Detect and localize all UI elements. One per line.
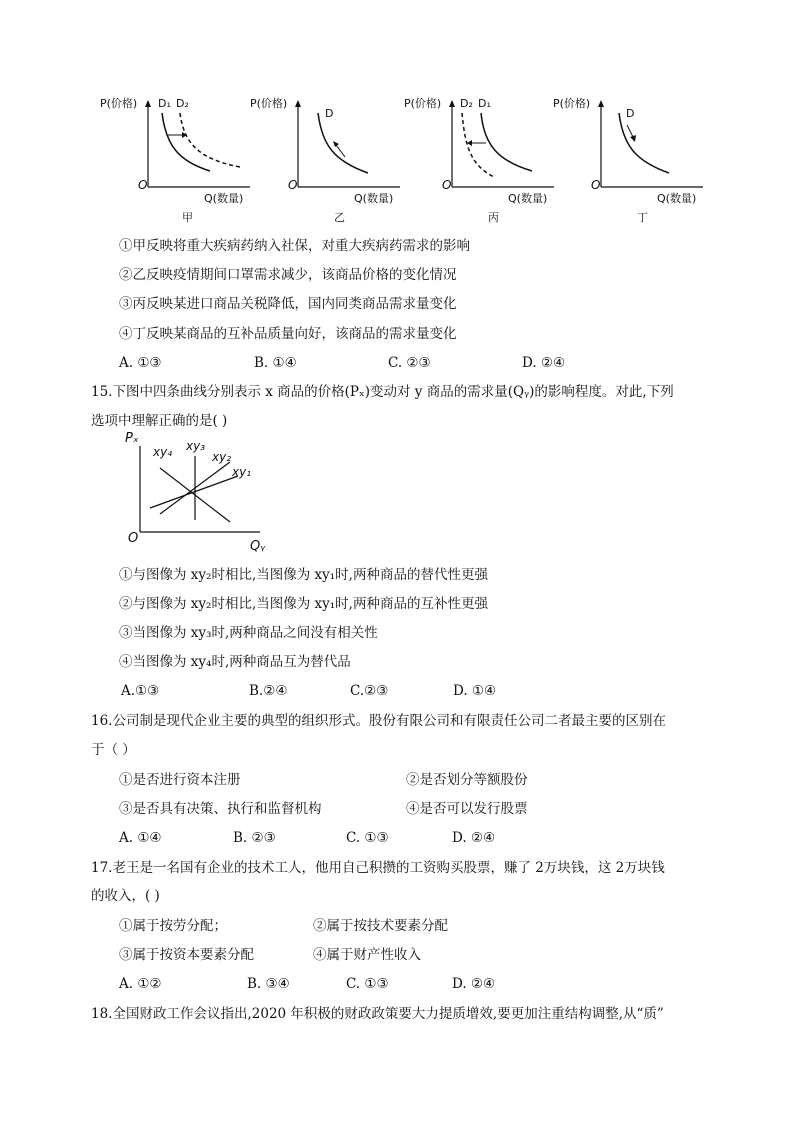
q15-statement-3: ③当图像为 xy₃时,两种商品之间没有相关性 [119,625,378,641]
q16-option-c[interactable]: C. ①③ [346,830,389,846]
q17-stem-line2: 的收入，( ) [91,888,160,904]
q14-option-c[interactable]: C. ②③ [388,355,431,371]
graph-yi-origin: O [288,178,298,192]
q14-option-a[interactable]: A. ①③ [119,355,162,371]
q15-stem-line2: 选项中理解正确的是( ) [91,413,228,429]
q15-option-c[interactable]: C.②③ [350,683,389,699]
q15-graph-x-label: Qᵧ [250,539,266,554]
q15-option-d[interactable]: D. ①④ [453,683,497,699]
q15-statement-1: ①与图像为 xy₂时相比,当图像为 xy₁时,两种商品的替代性更强 [119,567,488,583]
q15-label-xy3: xy₃ [186,439,206,453]
graph-yi-q-label: Q(数量) [354,192,394,205]
graph-ding-caption: 丁 [637,211,648,224]
graph-jia-q-label: Q(数量) [204,192,244,205]
q16-stem-line1: 16.公司制是现代企业主要的典型的组织形式。股份有限公司和有限责任公司二者最主要的区别在 [91,713,666,729]
q14-option-b[interactable]: B. ①④ [254,355,297,371]
q14-statement-4: ④丁反映某商品的互补品质量向好，该商品的需求量变化 [119,326,457,342]
q17-option-b[interactable]: B. ③④ [247,976,290,992]
graph-ding [553,95,703,225]
q17-statement-3: ③属于按资本要素分配 [119,947,254,963]
q15-graph-origin: O [128,531,139,546]
q14-statement-2: ②乙反映疫情期间口罩需求减少，该商品价格的变化情况 [119,267,457,283]
graph-yi-d-curve [318,113,368,173]
q16-option-b[interactable]: B. ②③ [233,830,276,846]
graph-jia-d1-label: D₁ [158,97,171,110]
graph-bing-d1-label: D₁ [478,97,491,110]
graph-jia-d2-label: D₂ [176,97,189,110]
graph-jia-origin: O [138,178,148,192]
q17-option-a[interactable]: A. ①② [119,976,162,992]
graph-jia-d2-curve [180,113,240,167]
q14-option-d[interactable]: D. ②④ [522,355,566,371]
q15-graph [120,428,280,558]
q15-label-xy4: xy₄ [153,445,173,459]
graph-yi-caption: 乙 [334,211,345,224]
q15-option-b[interactable]: B.②④ [249,683,288,699]
graph-ding-d-curve [619,113,669,173]
graph-bing-d2-label: D₂ [460,97,473,110]
q16-option-a[interactable]: A. ①④ [119,830,162,846]
q15-statement-2: ②与图像为 xy₂时相比,当图像为 xy₁时,两种商品的互补性更强 [119,596,488,612]
q16-option-d[interactable]: D. ②④ [452,830,496,846]
q17-statement-2: ②属于按技术要素分配 [313,918,448,934]
graph-bing [404,95,554,225]
q15-label-xy2: xy₂ [212,450,232,464]
q16-statement-2: ②是否划分等额股份 [406,772,528,788]
graph-jia-caption: 甲 [182,211,193,224]
graph-ding-d-label: D [626,107,635,120]
graph-bing-q-label: Q(数量) [508,192,548,205]
q16-stem-line2: 于（ ） [91,742,136,758]
q15-statement-4: ④当图像为 xy₄时,两种商品互为替代品 [119,654,351,670]
graph-yi-d-label: D [325,107,334,120]
q15-label-xy1: xy₁ [232,465,252,479]
q17-statement-1: ①属于按劳分配； [119,918,227,934]
q16-statement-4: ④是否可以发行股票 [406,801,528,817]
graph-yi-p-label: P(价格) [250,97,288,110]
graph-bing-origin: O [442,178,452,192]
graph-jia-p-label: P(价格) [100,97,138,110]
q17-option-c[interactable]: C. ①③ [346,976,389,992]
q17-statement-4: ④属于财产性收入 [313,947,421,963]
graph-jia-d1-curve [162,113,210,171]
graph-bing-caption: 丙 [488,211,499,224]
graph-ding-p-label: P(价格) [553,97,591,110]
q15-line-xy1 [150,476,238,508]
q17-option-d[interactable]: D. ②④ [452,976,496,992]
q14-statement-3: ③丙反映某进口商品关税降低，国内同类商品需求量变化 [119,296,457,312]
q15-stem-line1: 15.下图中四条曲线分别表示 x 商品的价格(Pₓ)变动对 y 商品的需求量(Qᵧ)的影响程度。对此,下列 [91,384,674,400]
graph-jia [100,95,250,225]
graph-yi [250,95,400,225]
q17-stem-line1: 17.老王是一名国有企业的技术工人，他用自己积攒的工资购买股票，赚了 2万块钱，这 2万块钱 [91,860,665,876]
graph-ding-q-label: Q(数量) [657,192,697,205]
q14-statement-1: ①甲反映将重大疾病药纳入社保，对重大疾病药需求的影响 [119,238,470,254]
q16-statement-3: ③是否具有决策、执行和监督机构 [119,801,322,817]
graph-bing-d2-curve [462,113,494,177]
graph-ding-origin: O [591,178,601,192]
q18-stem-line1: 18.全国财政工作会议指出,2020 年积极的财政政策要大力提质增效,要更加注重结构调整,从“质” [91,1006,664,1022]
q15-option-a[interactable]: A.①③ [121,683,160,699]
q15-graph-y-label: Pₓ [125,431,139,446]
q16-statement-1: ①是否进行资本注册 [119,772,241,788]
graph-bing-p-label: P(价格) [404,97,442,110]
graph-bing-d1-curve [481,113,532,171]
